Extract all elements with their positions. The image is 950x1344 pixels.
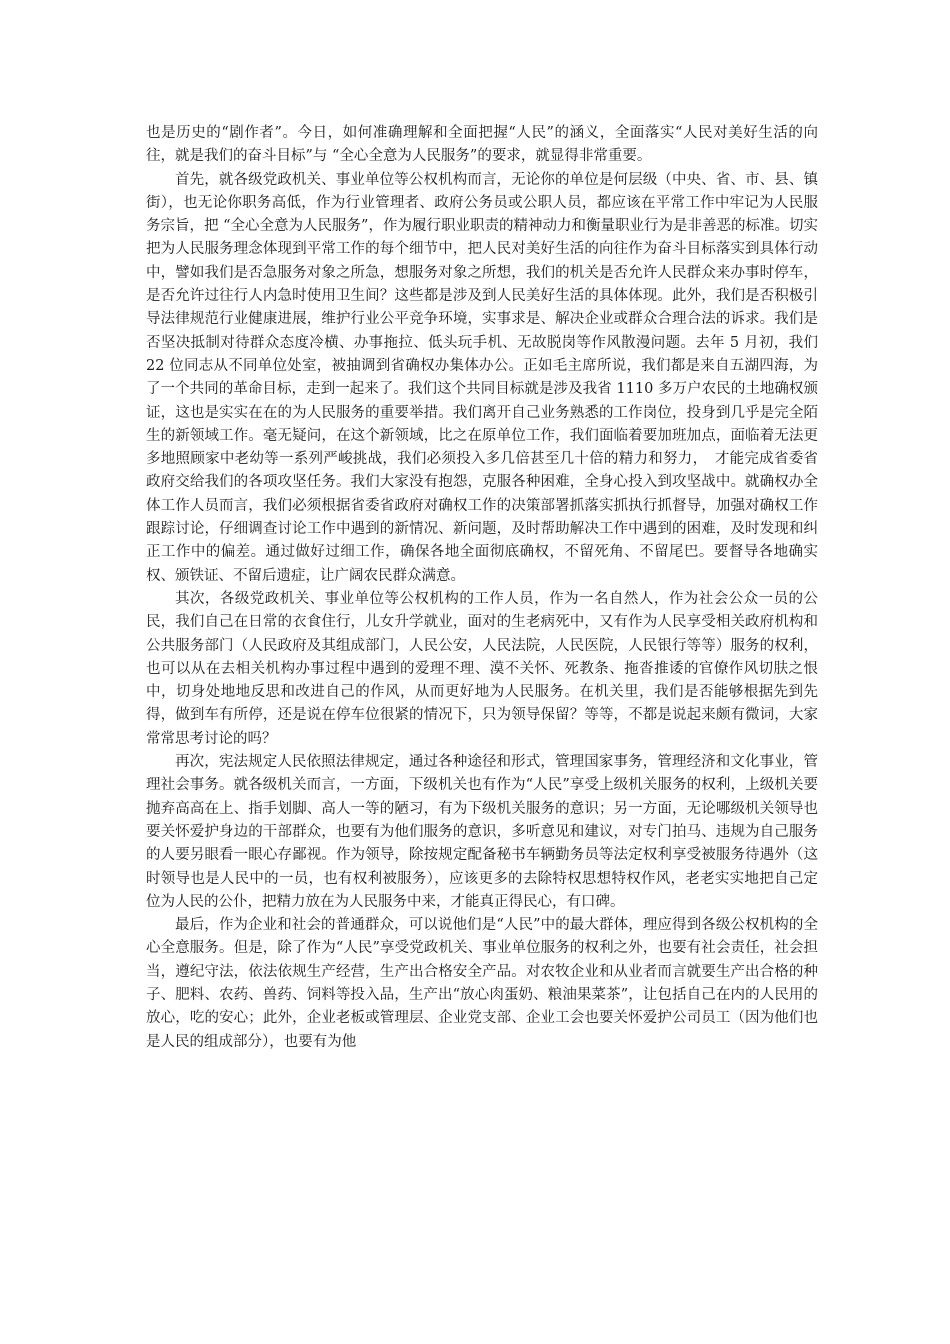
paragraph-third: 再次，宪法规定人民依照法律规定，通过各种途径和形式，管理国家事务，管理经济和文化事业，管理社会事务。就各级机关而言，一方面，下级机关也有作为“人民”享受上级机关服务的权利，上级机关要抛弃高高在上、指手划脚、高人一等的陋习，有为下级机关服务的意识；另一方面，无论哪级机关领导也要关怀爱护身边的干部群众，也要有为他们服务的意识，多听意见和建议，对专门拍马、违规为自己服务的人要另眼看一眼心存鄙视。作为领导，除按规定配备秘书车辆勤务员等法定权利享受被服务待遇外（这时领导也是人民中的一员，也有权利被服务），应该更多的去除特权思想特权作风，老老实实地把自己定位为人民的公仆，把精力放在为人民服务中来，才能真正得民心，有口碑。	[146, 754, 818, 910]
document-body	[146, 122, 818, 1054]
paragraph-second: 其次，各级党政机关、事业单位等公权机构的工作人员，作为一名自然人，作为社会公众一员的公民，我们自己在日常的衣食住行，儿女升学就业，面对的生老病死中，又有作为人民享受相关政府机构和公共服务部门（人民政府及其组成部门，人民公安，人民法院，人民医院，人民银行等等）服务的权利，也可以从在去相关机构办事过程中遇到的爱理不理、漠不关怀、死教条、拖沓推诿的官僚作风切肤之恨中，切身处地地反思和改进自己的作风，从而更好地为人民服务。在机关里，我们是否能够根据先到先得，做到车有所停，还是说在停车位很紧的情况下，只为领导保留？等等，不都是说起来颇有微词，大家常常思考讨论的吗？	[146, 590, 818, 747]
paragraph-first: 首先，就各级党政机关、事业单位等公权机构而言，无论你的单位是何层级（中央、省、市、县、镇街），也无论你职务高低，作为行业管理者、政府公务员或公职人员，都应该在平常工作中牢记为人民服务宗旨，把 “全心全意为人民服务”，作为履行职业职责的精神动力和衡量职业行为是非善恶的标准。切实把为人民服务理念体现到平常工作的每个细节中，把人民对美好生活的向往作为奋斗目标落实到具体行动中，譬如我们是否急服务对象之所急，想服务对象之所想，我们的机关是否允许人民群众来办事时停车，是否允许过往行人内急时使用卫生间？这些都是涉及到人民美好生活的具体体现。此外，我们是否积极引导法律规范行业健康进展，维护行业公平竞争环境，实事求是、解决企业或群众合理合法的诉求。我们是否坚决抵制对待群众态度冷横、办事拖拉、低头玩手机、无故脱岗等作风散漫问题。去年 5 月初，我们 22 位同志从不同单位处室，被抽调到省确权办集体办公。正如毛主席所说，我们都是来自五湖四海，为了一个共同的革命目标，走到一起来了。我们这个共同目标就是涉及我省 1110 多万户农民的土地确权颁证，这也是实实在在的为人民服务的重要举措。我们离开自己业务熟悉的工作岗位，投身到几乎是完全陌生的新领域工作。毫无疑问，在这个新领域，比之在原单位工作，我们面临着要加班加点，面临着无法更多地照顾家中老幼等一系列严峻挑战，我们必须投入多几倍甚至几十倍的精力和努力， 才能完成省委省政府交给我们的各项攻坚任务。我们大家没有抱怨，克服各种困难，全身心投入到攻坚战中。就确权办全体工作人员而言，我们必须根据省委省政府对确权工作的决策部署抓落实抓执行抓督导，加强对确权工作跟踪讨论，仔细调查讨论工作中遇到的新情况、新问题，及时帮助解决工作中遇到的困难，及时发现和纠正工作中的偏差。通过做好过细工作，确保各地全面彻底确权，不留死角、不留尾巴。要督导各地确实权、颁铁证、不留后遗症，让广阔农民群众满意。	[146, 171, 818, 584]
paragraph-last: 最后，作为企业和社会的普通群众，可以说他们是“人民”中的最大群体，理应得到各级公权机构的全心全意服务。但是，除了作为“人民”享受党政机关、事业单位服务的权利之外，也要有社会责任，社会担当，遵纪守法，依法依规生产经营，生产出合格安全产品。对农牧企业和从业者而言就要生产出合格的种子、肥料、农药、兽药、饲料等投入品，生产出“放心肉蛋奶、粮油果菜茶”，让包括自己在内的人民用的放心，吃的安心；此外，企业老板或管理层、企业党支部、企业工会也要关怀爱护公司员工（因为他们也是人民的组成部分），也要有为他	[146, 917, 818, 1050]
paragraph-continued: 也是历史的“剧作者”。今日，如何准确理解和全面把握“人民”的涵义，全面落实“人民对美好生活的向往，就是我们的奋斗目标”与 “全心全意为人民服务”的要求，就显得非常重要。	[146, 125, 818, 165]
